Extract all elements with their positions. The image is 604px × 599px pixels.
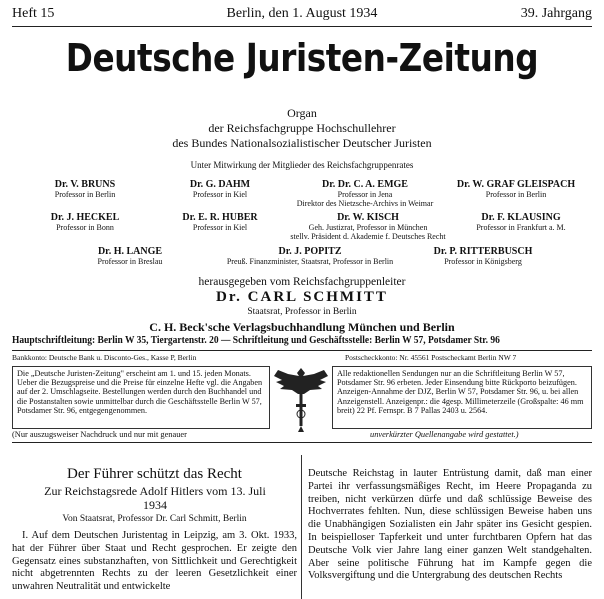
member-popitz [215, 246, 405, 266]
member-name: Dr. W. KISCH [337, 212, 399, 223]
postcheck-account: Postscheckkonto: Nr. 45561 Postscheckamt Berlin NW 7 [345, 353, 517, 362]
subscription-notice: Die „Deutsche Juristen-Zeitung" erscheint am 1. und 15. jeden Monats. Ueber die Bezugspreise und die Preise für einzelne Hefte vgl. die Angaben auf der 2. Umschlagseite. Bestellungen werden durch den Buchhandel und die Postanstalten sowie unmittelbar durch die Geschäftsstelle Berlin W 57, Potsdamer Str. 96, entgegengenommen. [12, 366, 270, 429]
editor-name: Dr. CARL SCHMITT [216, 289, 388, 305]
eagle-emblem-icon [270, 364, 332, 434]
member-name: Dr. W. GRAF GLEISPACH [456, 179, 576, 190]
member-role: Professor in Königsberg [444, 257, 522, 266]
member-role: Professor in Kiel [192, 190, 248, 199]
member-role: Professor in Frankfurt a. M. [476, 223, 566, 232]
member-heckel [10, 212, 160, 232]
member-dahm [145, 179, 295, 199]
member-name: Dr. G. DAHM [189, 179, 251, 190]
issue-number: Heft 15 [12, 6, 55, 21]
member-name: Dr. Dr. C. A. EMGE [322, 179, 408, 190]
member-role: Geh. Justizrat, Professor in München [308, 223, 428, 232]
member-name: Dr. V. BRUNS [54, 179, 116, 190]
editor-role: Staatsrat, Professor in Berlin [247, 307, 357, 317]
editorial-notice: Alle redaktionellen Sendungen nur an die Schriftleitung Berlin W 57, Potsdamer Str. 96 erbeten. Jeder Einsendung bitte Rückporto beizufügen. Anzeigen-Annahme der DJZ, Berlin W 57, Potsdamer Str. 96, u. bei allen Anzeigenstell. Anzeigenpr.: die 4gesp. Millimeterzeile (Großspalte: 46 mm breit) 22 Pf. Fernspr. B 7 Pallas 2403 u. 2564. [332, 366, 592, 429]
volume-number: 39. Jahrgang [520, 6, 592, 21]
member-gleispach [435, 179, 597, 199]
member-ritterbusch [408, 246, 558, 266]
organ-line-1: Organ [287, 106, 317, 120]
member-role: Professor in Kiel [192, 223, 248, 232]
member-name: Dr. H. LANGE [97, 246, 163, 257]
member-name: Dr. E. R. HUBER [182, 212, 258, 223]
member-kisch [278, 212, 458, 241]
article-column-1: I. Auf dem Deutschen Juristentag in Leipzig, am 3. Okt. 1933, hat der Führer über Staat und Recht gesprochen. Er zeigte den Gegensatz eines substanzhaften, von Sittlichkeit und Gerechtigkeit nicht abgetrennten Rechts zu der leeren Gesetzlichkeit einer unwahren Neutralität und entwickelte [12, 530, 297, 593]
member-name: Dr. J. POPITZ [278, 246, 342, 257]
member-role-2: Direktor des Nietzsche-Archivs in Weimar [296, 199, 434, 208]
newspaper-title: Deutsche Juristen-Zeitung [65, 36, 539, 80]
article-title: Der Führer schützt das Recht [67, 466, 242, 482]
member-role: Professor in Jena [337, 190, 393, 199]
article-subtitle: Zur Reichstagsrede Adolf Hitlers vom 13. Juli 1934 [44, 484, 266, 512]
member-role: Professor in Breslau [97, 257, 163, 266]
member-role: Professor in Berlin [54, 190, 116, 199]
publisher-name: C. H. Beck'sche Verlagsbuchhandlung München und Berlin [149, 320, 455, 334]
member-huber [145, 212, 295, 232]
reprint-note-right: unverkürzter Quellenangabe wird gestattet.) [370, 430, 519, 439]
organ-line-2: der Reichsfachgruppe Hochschullehrer [208, 121, 396, 135]
article-author: Von Staatsrat, Professor Dr. Carl Schmitt, Berlin [62, 514, 247, 524]
member-name: Dr. P. RITTERBUSCH [433, 246, 533, 257]
notice-rule [12, 442, 592, 443]
top-rule [12, 26, 592, 27]
member-role: Professor in Berlin [485, 190, 547, 199]
member-role: Professor in Bonn [56, 223, 114, 232]
member-klausing [440, 212, 602, 232]
article-column-2: Deutsche Reichstag in lauter Entrüstung damit, daß man einer Partei ihr verfassungsmäßiges Recht, im Heere Propaganda zu treiben, nicht verkürzen dürfe und daß schlüssige Beweise des Hochverrates fehlten. Nun, diese schlüssigen Beweise haben uns die Unabhängigen Sozialisten ein Jahr später ins Gesicht gespien. In beispielloser Tapferkeit und unter furchtbaren Opfern hat das Deutsche Volk vier Jahre lang einer ganzen Welt standgehalten. Aber seine politische Führung hat im Kampfe gegen die Volksvergiftung und die Untergrabung des deutschen Rechts [308, 468, 592, 582]
organ-line-3: des Bundes Nationalsozialistischer Deutscher Juristen [172, 136, 432, 150]
office-addresses: Hauptschriftleitung: Berlin W 35, Tiergartenstr. 20 — Schriftleitung und Geschäftsstelle: Berlin W 57, Potsdamer Str. 96 [12, 335, 500, 346]
member-name: Dr. F. KLAUSING [481, 212, 561, 223]
member-role-2: stellv. Präsident d. Akademie f. Deutsches Recht [290, 232, 446, 241]
reprint-note-left: (Nur auszugsweiser Nachdruck und nur mit genauer [12, 430, 187, 439]
address-rule [12, 350, 592, 351]
member-role: Preuß. Finanzminister, Staatsrat, Professor in Berlin [226, 257, 394, 266]
member-lange [55, 246, 205, 266]
dateline: Berlin, den 1. August 1934 [226, 6, 378, 21]
member-emge [280, 179, 450, 208]
editor-intro: herausgegeben vom Reichsfachgruppenleiter [198, 276, 406, 288]
cooperation-note: Unter Mitwirkung der Mitglieder des Reichsfachgruppenrates [190, 160, 414, 170]
column-divider [301, 455, 302, 599]
member-name: Dr. J. HECKEL [50, 212, 120, 223]
member-bruns [10, 179, 160, 199]
bank-account: Bankkonto: Deutsche Bank u. Disconto-Ges., Kasse P, Berlin [12, 353, 197, 362]
